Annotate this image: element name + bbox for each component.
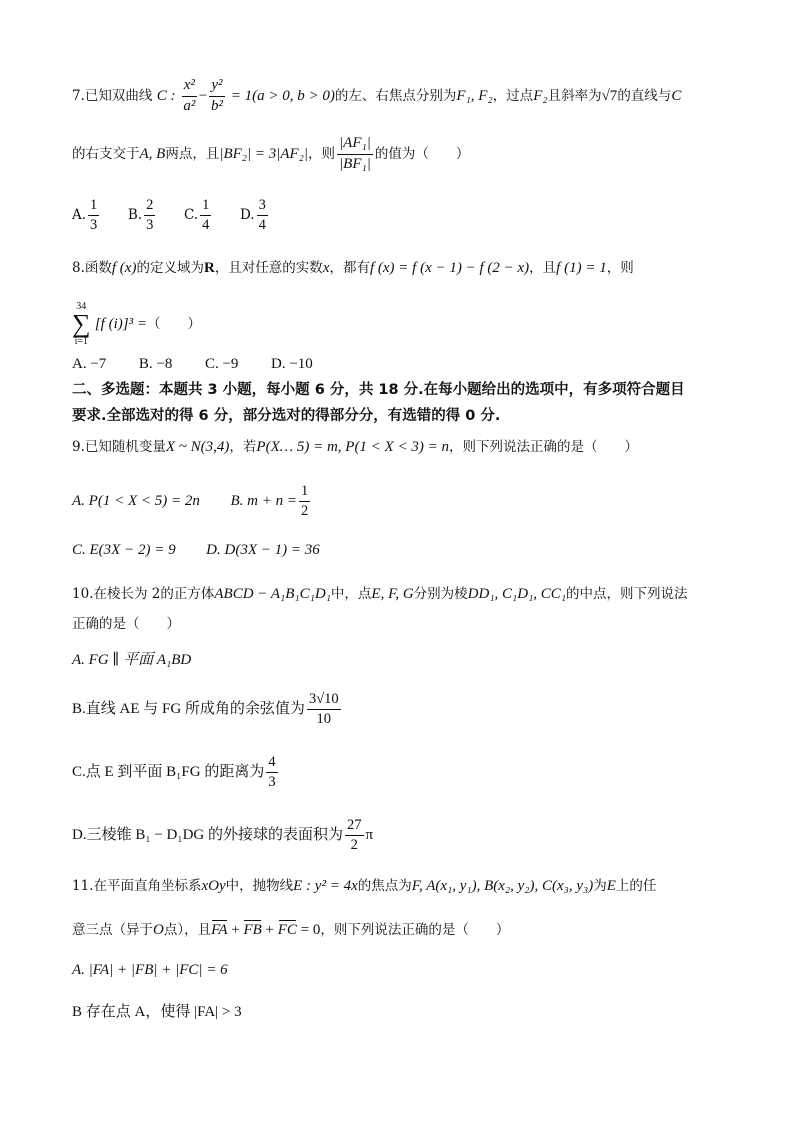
q7-option-a [72, 197, 101, 234]
frac-den: 2 [300, 503, 309, 520]
frac-num: 2 [144, 198, 155, 216]
q10-text: 中，点 [330, 586, 372, 602]
section2-heading-line1: 二、多选题：本题共 3 小题，每小题 6 分，共 18 分.在每小题给出的选项中，有多项符合题目 [72, 382, 685, 398]
q8-text: 的定义域为 [136, 260, 204, 276]
q7-slope: √7 [601, 87, 618, 104]
frac-den: 10 [316, 711, 332, 728]
q11-parabola: E : y² = 4x [293, 878, 358, 894]
q11-points: F, A(x₁, y₁), B(x₂, y₂), C(x₃, y₃) [411, 878, 594, 894]
q8-line2 [72, 302, 201, 347]
q9-options-cd [72, 543, 320, 558]
q7-c: C [671, 87, 682, 104]
q7-number: 7. [72, 87, 85, 104]
q11-line2: 意三点（异于O点），且FA + FB + FC = 0，则下列说法正确的是（ ） [72, 922, 510, 938]
q7-text: ，则 [308, 145, 336, 162]
frac-num: 1 [88, 198, 99, 216]
frac-num: 1 [299, 484, 310, 502]
q8-option-b: B. −8 [138, 356, 173, 372]
q7-fraction-y [209, 78, 224, 115]
q7-line1 [72, 78, 681, 115]
q9-condition: P(X… 5) = m, P(1 < X < 3) = n [256, 439, 449, 455]
q9-number: 9. [72, 439, 85, 455]
q7-frac-num: y² [209, 78, 224, 97]
q8-text: ，都有 [329, 260, 370, 276]
q10-option-a [72, 653, 191, 668]
option-label: D. [239, 207, 255, 224]
q8-option-d: D. −10 [271, 356, 313, 372]
q9-option-c: C. E(3X − 2) = 9 [72, 542, 176, 558]
q8-number: 8. [72, 260, 85, 276]
q11-vector-fb: FB [243, 922, 262, 938]
q11-option-a [72, 963, 228, 978]
q7-condition: |BF₂| = 3|AF₂| [219, 145, 309, 162]
q8-line1 [72, 261, 634, 276]
q7-text: 的直线与 [617, 87, 672, 104]
q10-number: 10. [72, 586, 94, 602]
q11-vector-fa: FA [211, 922, 228, 938]
q9-options-ab [72, 484, 312, 519]
q10-edges: DD₁, C₁D₁, CC₁ [467, 586, 567, 602]
q11-origin: O [153, 922, 164, 938]
q10-text: 的中点，则下列说法 [566, 586, 688, 602]
frac-den: 3 [90, 217, 98, 234]
frac-num: 27 [345, 818, 364, 836]
q10-option-d [72, 818, 373, 853]
q8-f1: f (1) = 1 [556, 260, 607, 276]
q10-option-b-text: B.直线 AE 与 FG 所成角的余弦值为 [72, 701, 305, 718]
q7-text: 已知双曲线 [84, 87, 153, 104]
q8-x: x [322, 260, 330, 276]
q9-distribution: X ~ N(3,4) [165, 439, 230, 455]
q9-stem [72, 440, 638, 455]
q11-option-b [72, 1005, 242, 1020]
q7-points: A, B [139, 145, 166, 162]
q8-text: ，且 [529, 260, 557, 276]
frac-num: 1 [200, 198, 211, 216]
q11-option-a-text: A. |FA| + |FB| + |FC| = 6 [72, 962, 228, 978]
q11-text: 为 [593, 878, 607, 894]
q8-equation: f (x) = f (x − 1) − f (2 − x) [369, 260, 530, 276]
q9-option-d: D. D(3X − 1) = 36 [206, 542, 320, 558]
frac-den: 2 [350, 837, 358, 854]
q11-text: ，则下列说法正确的是（ ） [320, 922, 510, 938]
frac-num: 3 [257, 198, 268, 216]
section2-heading-line2: 要求.全部选对的得 6 分，部分选对的得部分分，有选错的得 0 分. [72, 408, 501, 424]
sum-upper: 34 [76, 301, 87, 312]
q11-text: 中，抛物线 [225, 878, 294, 894]
frac-den: 3 [146, 217, 154, 234]
q8-fx: f (x) [111, 260, 137, 276]
q8-option-a: A. −7 [72, 356, 107, 372]
q11-text: 点），且 [163, 922, 212, 938]
q11-coord-system: xOy [201, 878, 226, 894]
q11-number: 11. [72, 878, 94, 894]
q10-option-d-text: D.三棱锥 B₁ − D₁DG 的外接球的表面积为 [72, 827, 344, 844]
q8-summation: 34 ∑ i=1 [72, 301, 91, 347]
q8-sum-body: [f (i)]³ = [94, 315, 147, 332]
q9-text: ，若 [229, 439, 257, 455]
q8-text: 函数 [84, 260, 112, 276]
frac-den: 4 [202, 217, 210, 234]
q11-option-b-text: B 存在点 A，使得 |FA| > 3 [72, 1004, 242, 1020]
q11-text: 在平面直角坐标系 [93, 878, 202, 894]
q7-frac-den: a² [183, 97, 196, 114]
q10-line2: 正确的是（ ） [72, 616, 180, 632]
frac-num: 3√10 [307, 692, 341, 710]
q9-option-b-text: B. m + n = [230, 493, 297, 510]
option-label: C. [183, 207, 199, 224]
q11-line1 [72, 879, 656, 894]
q7-ratio-den: |BF₁| [339, 155, 371, 172]
q7-line2 [72, 136, 469, 173]
q10-points: E, F, G [371, 586, 414, 602]
q8-text: ，且对任意的实数 [214, 260, 323, 276]
q9-text: 已知随机变量 [84, 439, 166, 455]
q9-option-a: A. P(1 < X < 5) = 2n [72, 493, 200, 510]
q7-option-c [183, 197, 213, 234]
q10-cube: ABCD − A₁B₁C₁D₁ [214, 586, 331, 602]
sum-lower: i=1 [74, 335, 88, 347]
q7-frac-den: b² [210, 97, 223, 114]
q11-e: E [606, 878, 616, 894]
option-label: A. [72, 207, 87, 224]
q11-vector-eq: = 0 [300, 922, 321, 938]
q7-ratio-num: |AF₁| [337, 136, 373, 155]
q11-text: 意三点（异于 [72, 922, 153, 938]
q7-curve-name: C : [156, 87, 176, 104]
q7-text: 且斜率为 [547, 87, 602, 104]
frac-num: 4 [266, 755, 277, 773]
q10-text: 在棱长为 2的正方体 [93, 586, 215, 602]
q8-options [72, 357, 313, 372]
q7-option-d [239, 197, 270, 234]
q10-option-c-text: C.点 E 到平面 B₁FG 的距离为 [72, 764, 265, 781]
q7-text: ，过点 [492, 87, 534, 104]
frac-den: 4 [258, 217, 266, 234]
q7-eq-rhs: = 1(a > 0, b > 0) [230, 87, 335, 104]
q7-ratio [337, 136, 373, 173]
q7-text: 的左、右焦点分别为 [334, 87, 457, 104]
q11-text: 的焦点为 [357, 878, 412, 894]
q7-frac-num: x² [182, 78, 197, 97]
q7-option-b [127, 197, 157, 234]
q7-fraction-x [182, 78, 197, 115]
q10-line1 [72, 587, 688, 602]
q7-text: 的值为（ ） [374, 145, 470, 162]
option-label: B. [127, 207, 143, 224]
q11-text: 上的任 [615, 878, 657, 894]
q10-option-b [72, 692, 343, 727]
q7-foci: F₁, F₂ [456, 87, 493, 104]
q8-option-c: C. −9 [204, 356, 239, 372]
frac-den: 3 [268, 774, 276, 791]
q7-text: 两点，且 [165, 145, 220, 162]
q7-minus: − [198, 87, 208, 104]
q9-text: ，则下列说法正确的是（ ） [448, 439, 638, 455]
q8-text: （ ） [146, 315, 201, 332]
q8-text: ，则 [606, 260, 634, 276]
q7-text: 的右支交于 [72, 145, 140, 162]
q10-text: 分别为棱 [413, 586, 468, 602]
q9-option-b [230, 483, 312, 520]
q8-reals: R [203, 260, 215, 276]
q10-pi: π [365, 827, 374, 844]
q7-f2: F₂ [533, 87, 548, 104]
q11-vector-fc: FC [277, 922, 297, 938]
q10-option-a-text: A. FG ∥ 平面 A₁BD [72, 652, 192, 668]
q10-option-c [72, 755, 280, 790]
q7-options [72, 198, 270, 233]
